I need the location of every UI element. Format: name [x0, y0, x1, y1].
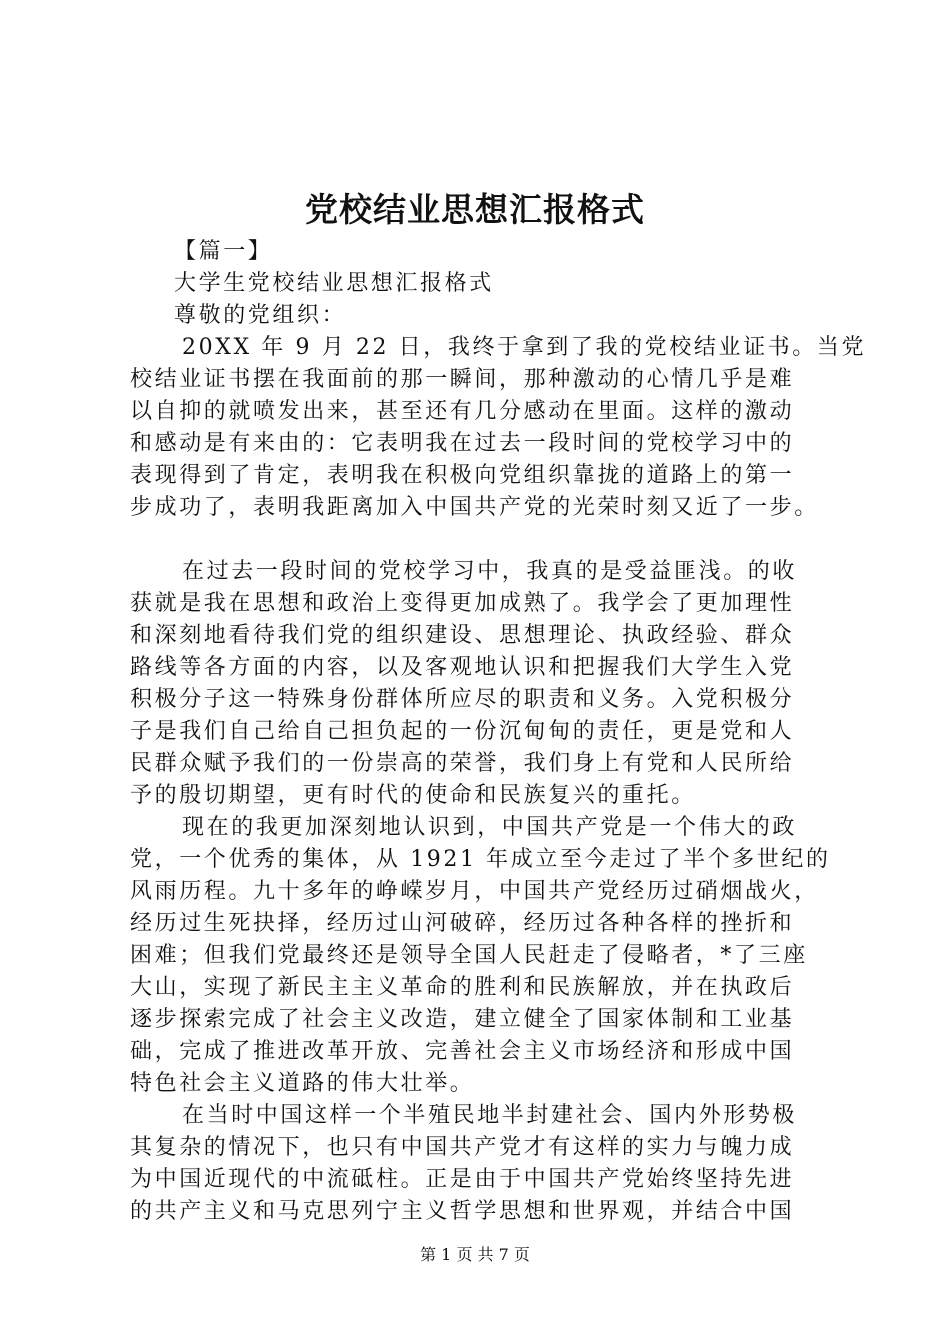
document-body	[130, 236, 867, 1228]
document-subtitle: 大学生党校结业思想汇报格式	[174, 271, 494, 296]
paragraph-line: 和深刻地看待我们党的组织建设、思想理论、执政经验、群众	[130, 623, 795, 648]
paragraph-line: 校结业证书摆在我面前的那一瞬间，那种激动的心情几乎是难	[130, 367, 795, 392]
paragraph-line: 以自抑的就喷发出来，甚至还有几分感动在里面。这样的激动	[130, 399, 795, 424]
paragraph-line: 子是我们自己给自己担负起的一份沉甸甸的责任，更是党和人	[130, 719, 795, 744]
paragraph-3	[130, 812, 830, 1100]
paragraph-line: 其复杂的情况下，也只有中国共产党才有这样的实力与魄力成	[130, 1135, 795, 1160]
paragraph-line: 获就是我在思想和政治上变得更加成熟了。我学会了更加理性	[130, 591, 795, 616]
paragraph-line: 20XX 年 9 月 22 日，我终于拿到了我的党校结业证书。当党	[182, 335, 867, 360]
paragraph-1	[130, 332, 867, 524]
paragraph-line: 党，一个优秀的集体，从 1921 年成立至今走过了半个多世纪的	[130, 847, 831, 872]
document-title: 党校结业思想汇报格式	[305, 190, 645, 229]
paragraph-line: 路线等各方面的内容，以及客观地认识和把握我们大学生入党	[130, 655, 795, 680]
paragraph-4	[130, 1100, 830, 1228]
paragraph-line: 予的殷切期望，更有时代的使命和民族复兴的重托。	[130, 783, 696, 808]
paragraph-line: 现在的我更加深刻地认识到，中国共产党是一个伟大的政	[182, 815, 798, 840]
paragraph-line: 在过去一段时间的党校学习中，我真的是受益匪浅。的收	[182, 559, 798, 584]
paragraph-line: 经历过生死抉择，经历过山河破碎，经历过各种各样的挫折和	[130, 911, 795, 936]
paragraph-line: 民群众赋予我们的一份崇高的荣誉，我们身上有党和人民所给	[130, 751, 795, 776]
paragraph-line: 础，完成了推进改革开放、完善社会主义市场经济和形成中国	[130, 1039, 795, 1064]
paragraph-line: 的共产主义和马克思列宁主义哲学思想和世界观，并结合中国	[130, 1199, 795, 1224]
paragraph-line: 风雨历程。九十多年的峥嵘岁月，中国共产党经历过硝烟战火，	[130, 879, 819, 904]
salutation: 尊敬的党组织：	[174, 303, 347, 328]
paragraph-line: 为中国近现代的中流砥柱。正是由于中国共产党始终坚持先进	[130, 1167, 795, 1192]
paragraph-line: 表现得到了肯定，表明我在积极向党组织靠拢的道路上的第一	[130, 463, 795, 488]
paragraph-line: 逐步探索完成了社会主义改造，建立健全了国家体制和工业基	[130, 1007, 795, 1032]
paragraph-2	[130, 556, 830, 812]
paragraph-line: 困难；但我们党最终还是领导全国人民赶走了侵略者，*了三座	[130, 943, 808, 968]
page-footer: 第 1 页 共 7 页	[420, 1245, 530, 1264]
paragraph-line: 在当时中国这样一个半殖民地半封建社会、国内外形势极	[182, 1103, 798, 1128]
paragraph-line: 大山，实现了新民主主义革命的胜利和民族解放，并在执政后	[130, 975, 795, 1000]
section-label: 【篇一】	[174, 239, 273, 264]
paragraph-line: 积极分子这一特殊身份群体所应尽的职责和义务。入党积极分	[130, 687, 795, 712]
paragraph-line: 步成功了，表明我距离加入中国共产党的光荣时刻又近了一步。	[130, 495, 819, 520]
paragraph-line: 和感动是有来由的：它表明我在过去一段时间的党校学习中的	[130, 431, 795, 456]
blank-line	[130, 524, 830, 556]
paragraph-line: 特色社会主义道路的伟大壮举。	[130, 1071, 475, 1096]
